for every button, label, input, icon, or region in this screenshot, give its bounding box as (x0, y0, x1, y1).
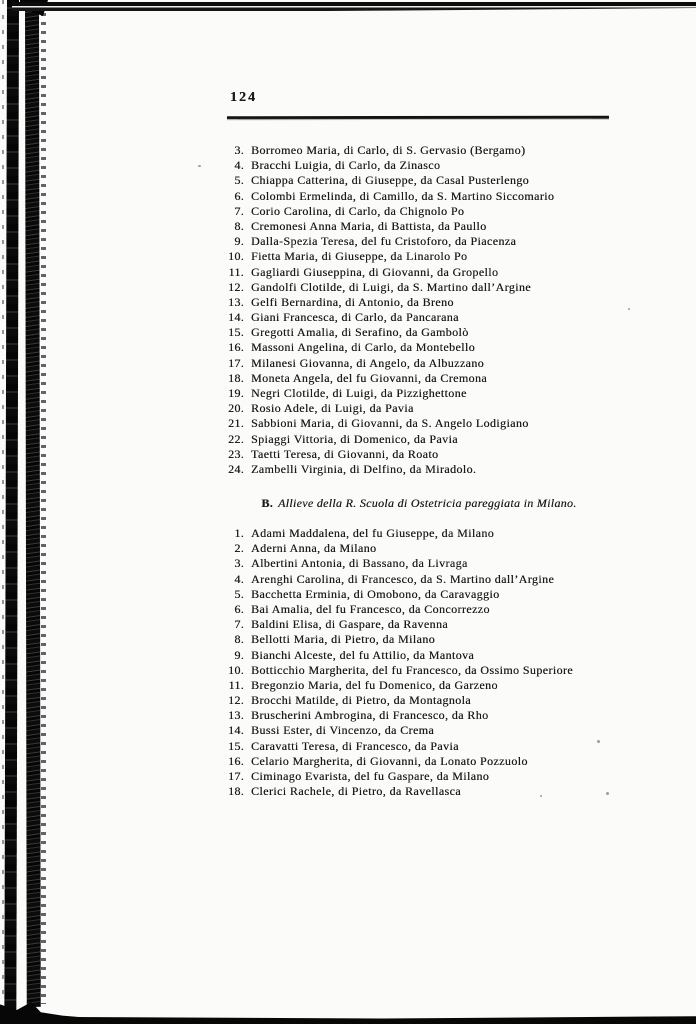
list-item (203, 447, 554, 462)
scan-speck (628, 308, 630, 310)
list-item-text: Gandolfi Clotilde, di Luigi, da S. Martino dall’Argine (251, 279, 532, 294)
list-item-number: 4. (234, 571, 244, 586)
list-item-number: 11. (228, 677, 244, 692)
list-item-number: 12. (228, 279, 244, 294)
list-item-text: Corio Carolina, di Carlo, da Chignolo Po (251, 203, 465, 218)
list-item-text: Negri Clotilde, di Luigi, da Pizzighettone (251, 386, 467, 400)
binding-stripe (25, 0, 41, 1007)
list-item-text: Bracchi Luigia, di Carlo, da Zinasco (251, 158, 441, 173)
list-item-text: Bussi Ester, di Vincenzo, da Crema (251, 723, 435, 738)
list-item-number: 21. (228, 416, 244, 431)
list-item (203, 401, 554, 416)
list-item (203, 173, 554, 188)
list-item (203, 265, 554, 280)
section-title: Allieve della R. Scuola di Ostetricia pareggiata in Milano. (278, 496, 577, 510)
binding-speckle-column (41, 4, 46, 1004)
list-item-text: Giani Francesca, di Carlo, da Pancarana (251, 310, 459, 325)
list-item-text: Clerici Rachele, di Pietro, da Ravellasca (251, 784, 461, 799)
binding-stripe (4, 0, 19, 1013)
list-item (203, 143, 554, 158)
scan-speck (597, 740, 600, 743)
header-rule (227, 116, 609, 120)
list-item (203, 386, 554, 401)
scan-blob-top-left (20, 0, 48, 16)
list-item-text: Brocchi Matilde, di Pietro, da Montagnola (251, 693, 472, 708)
list-item-number: 24. (228, 461, 244, 476)
list-item-number: 14. (228, 310, 244, 325)
list-item-number: 8. (234, 632, 244, 647)
list-item-number: 17. (228, 355, 244, 370)
list-item-number: 13. (228, 708, 244, 723)
list-item (203, 556, 573, 571)
list-item-number: 23. (228, 446, 244, 461)
list-item (203, 249, 554, 264)
list-item-number: 20. (228, 401, 244, 416)
list-item-number: 18. (228, 370, 244, 385)
list-item-text: Massoni Angelina, di Carlo, da Montebello (251, 340, 476, 355)
list-item-text: Arenghi Carolina, di Francesco, da S. Martino dall’Argine (251, 571, 555, 586)
list-item-text: Bregonzio Maria, del fu Domenico, da Garzeno (251, 677, 498, 692)
list-item-number: 5. (234, 173, 244, 188)
list-item-text: Taetti Teresa, di Giovanni, da Roato (251, 446, 439, 461)
list-item-text: Bai Amalia, del fu Francesco, da Concorrezzo (251, 601, 490, 616)
page-number: 124 (230, 90, 257, 105)
list-item (203, 158, 554, 173)
bottom-scan-edge (0, 1014, 696, 1024)
list-item (203, 234, 554, 249)
list-item-number: 18. (228, 784, 244, 799)
list-item (203, 784, 573, 799)
list-item (203, 416, 554, 431)
list-item (203, 280, 554, 295)
list-item-text: Bellotti Maria, di Pietro, da Milano (251, 632, 436, 647)
list-item-number: 22. (228, 431, 244, 446)
list-item (203, 769, 573, 784)
section-label: B. (261, 496, 274, 510)
list-item-text: Gregotti Amalia, di Serafino, da Gambolò (251, 325, 469, 340)
list-item-text: Gelfi Bernardina, di Antonio, da Breno (251, 294, 454, 309)
list-item (203, 754, 573, 769)
list-item-text: Aderni Anna, da Milano (251, 541, 377, 556)
list-item (203, 678, 573, 693)
list-item-text: Colombi Ermelinda, di Camillo, da S. Martino Siccomario (251, 188, 555, 203)
list-item (203, 648, 573, 663)
list-item-number: 8. (234, 218, 244, 233)
list-item (203, 708, 573, 723)
list-item-text: Chiappa Catterina, di Giuseppe, da Casal Pusterlengo (251, 173, 530, 188)
list-item-number: 10. (228, 662, 244, 677)
list-item-number: 3. (234, 143, 244, 157)
list-item-text: Caravatti Teresa, di Francesco, da Pavia (251, 738, 459, 753)
list-item (203, 587, 573, 602)
list-item-text: Baldini Elisa, di Gaspare, da Ravenna (251, 617, 449, 632)
list-item (203, 371, 554, 386)
list-item (203, 632, 573, 647)
list-item-text: Celario Margherita, di Giovanni, da Lonato Pozzuolo (251, 753, 528, 768)
list-item-number: 5. (234, 586, 244, 601)
list-item-number: 6. (234, 601, 244, 616)
list-item-text: Spiaggi Vittoria, di Domenico, da Pavia (251, 431, 458, 446)
list-item-number: 9. (234, 234, 244, 249)
list-item (203, 189, 554, 204)
list-item-number: 13. (228, 294, 244, 309)
list-item (203, 432, 554, 447)
list-item-text: Zambelli Virginia, di Delfino, da Miradolo. (251, 461, 477, 476)
list-item (203, 572, 573, 587)
list-item-text: Milanesi Giovanna, di Angelo, da Albuzzano (251, 355, 485, 370)
list-item-number: 16. (228, 753, 244, 768)
list-item (203, 295, 554, 310)
list-item-number: 10. (228, 249, 244, 264)
list-item (203, 219, 554, 234)
list-item-number: 14. (228, 723, 244, 738)
list-item-number: 3. (234, 556, 244, 571)
list-item-text: Ciminago Evarista, del fu Gaspare, da Milano (251, 769, 490, 783)
list-item-number: 12. (228, 693, 244, 708)
list-item-number: 9. (234, 647, 244, 662)
list-item-number: 15. (228, 738, 244, 753)
list-item-text: Adami Maddalena, del fu Giuseppe, da Milano (251, 526, 495, 540)
list-item-number: 7. (234, 203, 244, 218)
list-item-number: 6. (234, 188, 244, 203)
list-item (203, 602, 573, 617)
list-item-number: 1. (234, 526, 244, 540)
list-item-text: Rosio Adele, di Luigi, da Pavia (251, 401, 414, 416)
list-item-text: Botticchio Margherita, del fu Francesco, da Ossimo Superiore (251, 662, 574, 677)
scan-speck (606, 792, 609, 795)
list-item-number: 16. (228, 340, 244, 355)
page-edge-dotted-line (2, 0, 4, 1005)
list-item-number: 7. (234, 617, 244, 632)
list-item-text: Borromeo Maria, di Carlo, di S. Gervasio (Bergamo) (251, 143, 526, 157)
list-item-text: Sabbioni Maria, di Giovanni, da S. Angelo Lodigiano (251, 416, 529, 431)
list-item-number: 11. (228, 264, 244, 279)
list-item-number: 4. (234, 158, 244, 173)
list-item (203, 462, 554, 477)
scan-speck (198, 165, 201, 167)
list-item (203, 340, 554, 355)
list-item-number: 19. (228, 386, 244, 400)
list-item (203, 723, 573, 738)
list-item-text: Bruscherini Ambrogina, di Francesco, da Rho (251, 708, 489, 723)
list-item-text: Dalla-Spezia Teresa, del fu Cristoforo, da Piacenza (251, 234, 517, 249)
list-item-text: Fietta Maria, di Giuseppe, da Linarolo Po (251, 249, 468, 264)
list-item-number: 15. (228, 325, 244, 340)
student-list-a (203, 143, 554, 477)
list-item-text: Gagliardi Giuseppina, di Giovanni, da Gropello (251, 264, 499, 279)
list-item (203, 325, 554, 340)
list-item-number: 2. (234, 541, 244, 556)
list-item (203, 617, 573, 632)
list-item (203, 739, 573, 754)
list-item-text: Moneta Angela, del fu Giovanni, da Cremona (251, 370, 488, 385)
list-item-text: Bianchi Alceste, del fu Attilio, da Mantova (251, 647, 475, 662)
list-item (203, 526, 573, 541)
list-item-text: Bacchetta Erminia, di Omobono, da Caravaggio (251, 586, 500, 601)
list-item-number: 17. (228, 769, 244, 783)
section-b-heading (228, 496, 610, 511)
student-list-b (203, 526, 573, 799)
list-item (203, 204, 554, 219)
list-item (203, 310, 554, 325)
list-item (203, 693, 573, 708)
top-scan-edge (12, 2, 696, 13)
list-item-text: Cremonesi Anna Maria, di Battista, da Paullo (251, 218, 487, 233)
scan-blob-bottom-left (0, 996, 120, 1024)
list-item (203, 541, 573, 556)
list-item (203, 356, 554, 371)
list-item-text: Albertini Antonia, di Bassano, da Livraga (251, 556, 468, 571)
list-item (203, 663, 573, 678)
